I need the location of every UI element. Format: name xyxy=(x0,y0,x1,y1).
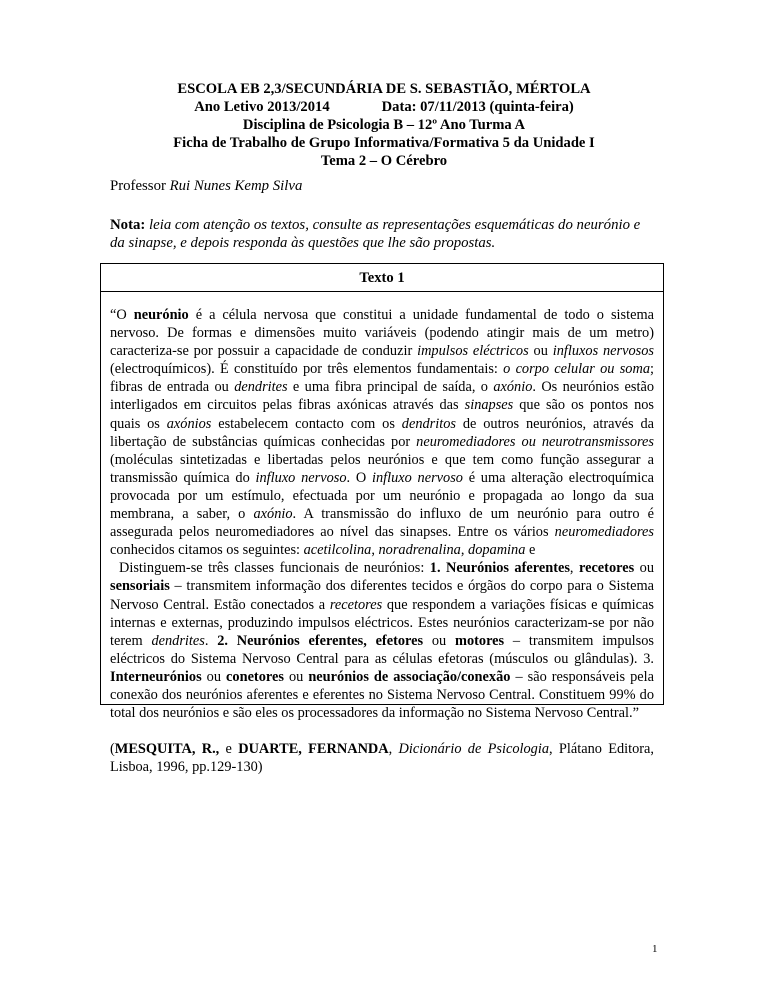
text-run: – são responsáveis pela conexão dos neurónios aferentes e eferentes no Sistema Nervoso Central. Constituem 99% do total dos neurónios e são eles os processadores da informação no Sistema Nervoso Central.” xyxy=(110,668,654,722)
text-run: 2. Neurónios eferentes, efetores xyxy=(217,632,424,649)
text-run: recetores xyxy=(329,596,383,613)
text-run: motores xyxy=(455,632,505,649)
text-run: estabelecem contacto com os xyxy=(211,415,402,432)
text-run: dendritos xyxy=(401,415,456,432)
note-label: Nota: xyxy=(110,217,146,233)
date: Data: 07/11/2013 (quinta-feira) xyxy=(381,99,574,115)
note-text: leia com atenção os textos, consulte as representações esquemáticas do neurónio e da sinapse, e depois responda às questões que lhe são propostas. xyxy=(110,217,641,252)
text-run: , xyxy=(371,542,379,559)
text-run: neurónio xyxy=(133,307,189,323)
text-run: neuromediadores ou neurotransmissores xyxy=(416,433,654,450)
text-run: Interneurónios xyxy=(110,668,202,685)
text-run: influxo nervoso xyxy=(371,469,463,486)
bibliographic-reference xyxy=(101,740,663,776)
text-1-body xyxy=(101,306,663,722)
text-run: ( xyxy=(110,741,115,758)
text-run: – transmitem impulsos eléctricos do Sistema Nervoso Central para as células efetoras (músculos ou glândulas). 3. xyxy=(110,632,654,667)
text-run: axónio xyxy=(493,379,533,396)
text-run: 1. Neurónios aferentes xyxy=(429,560,570,577)
text-run: “O xyxy=(110,307,134,323)
text-run: ou xyxy=(201,668,227,685)
text-run: que respondem a variações físicas e químicas internas e externas, produzindo impulsos eléctricos. Estes neurónios caracterizam-se por não terem xyxy=(110,596,654,649)
text-run: . xyxy=(204,632,218,649)
text-run: ou xyxy=(528,343,553,360)
text-run: o corpo celular ou soma xyxy=(503,361,650,378)
instructions-note xyxy=(110,216,655,253)
theme-title: Tema 2 – O Cérebro xyxy=(320,153,448,169)
text-run: impulsos eléctricos xyxy=(417,343,529,360)
text-run: (electroquímicos). É constituído por três elementos fundamentais: xyxy=(110,361,504,378)
text-run: conhecidos citamos os seguintes: xyxy=(110,542,304,559)
text-run: ou xyxy=(634,560,654,577)
text-run: noradrenalina xyxy=(378,542,461,559)
text-run: neurónios de associação/conexão xyxy=(308,668,511,685)
teacher-prefix: Professor xyxy=(110,178,170,194)
text-run: , Plátano Editora, Lisboa, 1996, pp.129-130) xyxy=(110,741,655,776)
text-run: sinapses xyxy=(464,397,514,414)
text-run: ; fibras de entrada ou xyxy=(110,361,654,396)
text-run: , xyxy=(460,542,469,559)
text-run: e xyxy=(219,741,239,758)
discipline: Disciplina de Psicologia B – 12º Ano Turma A xyxy=(242,117,526,133)
document-header xyxy=(100,80,668,170)
text-run: neuromediadores xyxy=(554,524,654,541)
text-run: dendrites xyxy=(151,632,205,649)
text-run: conetores xyxy=(226,668,284,685)
teacher-name: Rui Nunes Kemp Silva xyxy=(169,178,303,194)
text-run: influxo nervoso xyxy=(255,469,347,486)
text-run: DUARTE, FERNANDA xyxy=(238,741,389,758)
text-run: acetilcolina xyxy=(303,542,372,559)
text-run: – transmitem informação dos diferentes tecidos e órgãos do corpo para o Sistema Nervoso Central. Estão conectados a xyxy=(110,578,654,613)
worksheet-title: Ficha de Trabalho de Grupo Informativa/Formativa 5 da Unidade I xyxy=(173,135,595,151)
text-run: . Os neurónios estão interligados em circuitos pelas fibras axónicas através das xyxy=(110,379,655,414)
text-run: axónios xyxy=(166,415,212,432)
text-run: é uma alteração electroquímica provocada por um estímulo, efectuada por um neurónio e propagada ao longo da sua membrana, a saber, o xyxy=(110,469,654,523)
text-run: , xyxy=(569,560,579,577)
text-run: sensoriais xyxy=(110,578,170,595)
text-run: e xyxy=(525,542,536,559)
page-number: 1 xyxy=(652,943,658,955)
text-run: recetores xyxy=(578,560,635,577)
text-run: , xyxy=(388,741,399,758)
teacher-line xyxy=(110,178,302,195)
text-run: que são os pontos nos quais os xyxy=(110,397,654,432)
title-divider xyxy=(101,291,663,292)
text-run: . O xyxy=(346,469,372,486)
text-run: ou xyxy=(423,632,455,649)
text-run: influxos nervosos xyxy=(552,343,655,360)
text-run: (moléculas sintetizadas e libertadas pelos neurónios e que tem como função assegurar a transmissão química do xyxy=(110,451,654,486)
paragraph-2 xyxy=(110,559,654,722)
text-run: de outros neurónios, através da libertação de substâncias químicas conhecidas por xyxy=(110,415,655,450)
text-run: axónio xyxy=(253,506,293,523)
text-run: dopamina xyxy=(468,542,526,559)
school-year: Ano Letivo 2013/2014 xyxy=(194,99,330,115)
school-name: ESCOLA EB 2,3/SECUNDÁRIA DE S. SEBASTIÃO, MÉRTOLA xyxy=(177,81,591,97)
text-run: Dicionário de Psicologia xyxy=(398,741,549,758)
text-run: dendrites xyxy=(234,379,288,396)
text-run: ou xyxy=(283,668,309,685)
text-run: Distinguem-se três classes funcionais de neurónios: xyxy=(119,560,430,577)
text-run: MESQUITA, R., xyxy=(114,741,220,758)
year-date-line xyxy=(100,98,668,116)
text-run: é a célula nervosa que constitui a unidade fundamental de todo o sistema nervoso. De formas e dimensões muito variáveis (podendo atingir mais de um metro) caracteriza-se por possuir a capacidade de conduzir xyxy=(110,307,654,360)
text-1-box xyxy=(100,263,664,776)
text-run: e uma fibra principal de saída, o xyxy=(287,379,494,396)
text-1-title: Texto 1 xyxy=(359,270,405,286)
paragraph-1 xyxy=(110,306,654,559)
text-run: . A transmissão do influxo de um neurónio para outro é assegurada pelos neuromediadores ao nível das sinapses. Entre os vários xyxy=(110,506,654,541)
